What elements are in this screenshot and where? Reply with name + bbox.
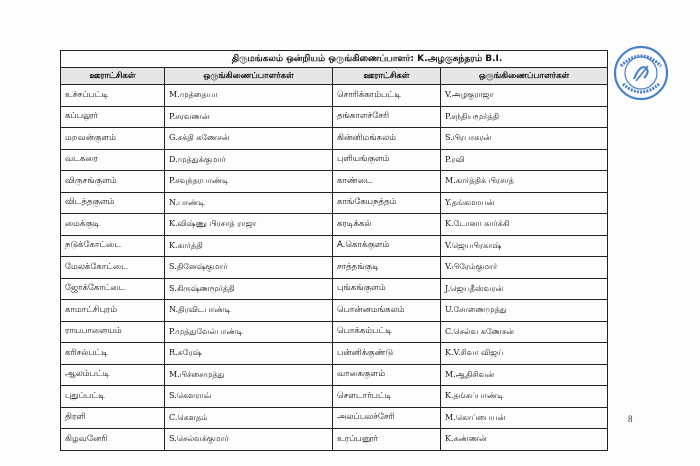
panchayat-cell: கரிசல்பட்டி	[61, 343, 165, 365]
coordinator-cell: K.கார்த்தி	[165, 235, 333, 257]
coordinator-cell: G.சக்தி கணேசன்	[165, 128, 333, 150]
coordinator-cell: P.ரவி	[441, 149, 608, 171]
table-row	[61, 214, 608, 236]
panchayat-cell: நடுக்கோட்டை	[61, 235, 165, 257]
coordinator-cell: V.அழகுராஜா	[441, 85, 608, 107]
panchayat-cell: காங்கேயநத்தம்	[333, 192, 441, 214]
table-row	[61, 278, 608, 300]
panchayat-cell: வாகைகுளம்	[333, 364, 441, 386]
table-row	[61, 171, 608, 193]
column-header-coordinators-1: ஒருங்கிணைப்பாளர்கள்	[165, 68, 333, 85]
coordinator-cell: K.V.சிவா விஜய்	[441, 343, 608, 365]
panchayat-cell: விடத்தகுளம்	[61, 192, 165, 214]
panchayat-cell: மேலக்கோட்டை	[61, 257, 165, 279]
coordinator-cell: S.கௌராவ்	[165, 386, 333, 408]
table-row	[61, 343, 608, 365]
coordinator-cell: M.ஆதிசிவன்	[441, 364, 608, 386]
column-header-panchayats-2: ஊராட்சிகள்	[333, 68, 441, 85]
coordinator-cell: S.பிரபாகரன்	[441, 128, 608, 150]
table-row	[61, 106, 608, 128]
coordinator-cell: V.ஜெயபிரகாஷ்	[441, 235, 608, 257]
panchayat-cell: புங்கங்குளம்	[333, 278, 441, 300]
coordinator-cell: U.சோணைமுத்து	[441, 300, 608, 322]
coordinator-cell: K.தங்கப்பாண்டி	[441, 386, 608, 408]
coordinator-cell: S.கிருஷ்ணமூர்த்தி	[165, 278, 333, 300]
panchayat-cell: கிழவனேரி	[61, 429, 165, 451]
column-header-coordinators-2: ஒருங்கிணைப்பாளர்கள்	[441, 68, 608, 85]
panchayat-cell: திரளி	[61, 407, 165, 429]
coordinator-cell: C.செல்வ கணேசன்	[441, 321, 608, 343]
coordinator-cell: M.கார்த்திக் பிரசாத்	[441, 171, 608, 193]
panchayat-cell: ஜோக்கோட்டை	[61, 278, 165, 300]
panchayat-cell: சொரிக்காம்பட்டி	[333, 85, 441, 107]
coordinator-cell: N.பாண்டி	[165, 192, 333, 214]
table-header-row	[61, 68, 608, 85]
coordinator-cell: D.முத்துக்குமார்	[165, 149, 333, 171]
coordinator-cell: P.சரவணன்	[165, 106, 333, 128]
panchayat-cell: பன்னிக்குண்டு	[333, 343, 441, 365]
coordinator-cell: M.முத்தையா	[165, 85, 333, 107]
panchayat-cell: புதுப்பட்டி	[61, 386, 165, 408]
table-row	[61, 192, 608, 214]
organization-seal-icon	[612, 44, 670, 102]
coordinator-cell: S.செல்வக்குமார்	[165, 429, 333, 451]
panchayat-cell: காமாட்சிபுரம்	[61, 300, 165, 322]
panchayat-cell: பொன்னமங்கலம்	[333, 300, 441, 322]
panchayat-cell: உரப்பனூர்	[333, 429, 441, 451]
coordinator-cell: M.கொப்பையன்	[441, 407, 608, 429]
table-body	[61, 85, 608, 451]
coordinator-cell: K.விஷ்ணு பிரசாத் ராஜா	[165, 214, 333, 236]
table-title-row	[61, 51, 608, 68]
panchayat-cell: மறவன்குளம்	[61, 128, 165, 150]
panchayat-cell: உச்சப்பட்டி	[61, 85, 165, 107]
table-row	[61, 128, 608, 150]
coordinator-cell: P.சந்தியமூர்த்தி	[441, 106, 608, 128]
coordinator-cell: S.தினேஷ்குமார்	[165, 257, 333, 279]
table-row	[61, 149, 608, 171]
coordinator-cell: M.பிச்சைமுத்து	[165, 364, 333, 386]
table-row	[61, 85, 608, 107]
coordinator-cell: K.டோனா கார்க்கி	[441, 214, 608, 236]
table-row	[61, 300, 608, 322]
panchayat-cell: விருசங்குளம்	[61, 171, 165, 193]
table-row	[61, 407, 608, 429]
table-row	[61, 257, 608, 279]
column-header-panchayats-1: ஊராட்சிகள்	[61, 68, 165, 85]
panchayat-cell: கரடிக்கல்	[333, 214, 441, 236]
table-row	[61, 386, 608, 408]
page-number: 8	[628, 414, 633, 424]
coordinator-cell: V.பிரேம்குமார்	[441, 257, 608, 279]
coordinator-cell: C.கௌதம்	[165, 407, 333, 429]
coordinator-cell: P.சவுந்தரபாண்டி	[165, 171, 333, 193]
panchayat-cell: வடகரை	[61, 149, 165, 171]
panchayat-cell: தங்காளச்சேரி	[333, 106, 441, 128]
panchayat-cell: சாத்தங்குடி	[333, 257, 441, 279]
coordinator-cell: J.ஜெயதீஸ்வரன்	[441, 278, 608, 300]
table-row	[61, 429, 608, 451]
table-row	[61, 364, 608, 386]
panchayat-cell: காண்டை	[333, 171, 441, 193]
panchayat-cell: A.கொக்குளம்	[333, 235, 441, 257]
document-title: திருமங்கலம் ஒன்றியம் ஒருங்கிணைப்பாளர்: K.அழகுசுந்தரம் B.I.	[61, 51, 608, 68]
coordinator-cell: P.முத்துவேல்பாண்டி	[165, 321, 333, 343]
panchayat-cell: அலப்பலச்சேரி	[333, 407, 441, 429]
coordinator-cell: N.திரவிடபாண்டி	[165, 300, 333, 322]
panchayat-cell: மைக்குடி	[61, 214, 165, 236]
panchayat-cell: ராயபாளையம்	[61, 321, 165, 343]
table-row	[61, 235, 608, 257]
coordinators-table	[60, 50, 608, 451]
panchayat-cell: செளடார்பட்டி	[333, 386, 441, 408]
coordinator-cell: R.சுரேஷ்	[165, 343, 333, 365]
panchayat-cell: ஆலம்பட்டி	[61, 364, 165, 386]
coordinator-cell: K.கண்ணன்	[441, 429, 608, 451]
coordinator-cell: Y.தங்கமாயன்	[441, 192, 608, 214]
panchayat-cell: கின்னிமங்கலம்	[333, 128, 441, 150]
panchayat-cell: புளியங்குளம்	[333, 149, 441, 171]
panchayat-cell: கப்பலூர்	[61, 106, 165, 128]
panchayat-cell: பொக்கம்பட்டி	[333, 321, 441, 343]
table-row	[61, 321, 608, 343]
